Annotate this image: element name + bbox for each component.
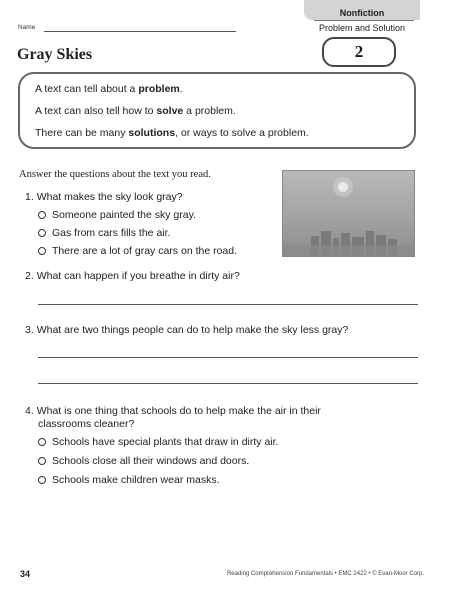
concept-keyword: solutions — [128, 127, 176, 139]
footer-credit: Reading Comprehension Fundamentals • EMC 2422 • © Evan-Moor Corp. — [226, 571, 424, 577]
option-text: Gas from cars fills the air. — [52, 227, 171, 239]
option-text: There are a lot of gray cars on the road. — [52, 245, 238, 257]
option-text: Someone painted the sky gray. — [52, 209, 196, 221]
option-4c[interactable] — [38, 474, 219, 486]
concept-line-3 — [35, 127, 309, 139]
unit-number-badge: 2 — [322, 37, 396, 67]
radio-circle-icon[interactable] — [38, 211, 46, 219]
radio-circle-icon[interactable] — [38, 476, 46, 484]
category-label: Nonfiction — [339, 8, 385, 18]
concept-keyword: problem — [138, 83, 180, 95]
concept-text: A text can also tell how to — [35, 105, 157, 117]
radio-circle-icon[interactable] — [38, 247, 46, 255]
question-number: 3. — [25, 324, 34, 336]
answer-line-2[interactable] — [38, 304, 418, 305]
concept-text: a problem. — [183, 105, 236, 117]
radio-circle-icon[interactable] — [38, 438, 46, 446]
question-number: 2. — [25, 270, 34, 282]
concept-text: . — [179, 83, 183, 95]
page-title: Gray Skies — [17, 46, 93, 63]
concept-line-1 — [35, 83, 183, 95]
concept-text: , or ways to solve a problem. — [175, 127, 309, 139]
option-1c[interactable] — [38, 245, 237, 257]
category-tab-divider — [314, 20, 414, 21]
concept-keyword: solve — [156, 105, 184, 117]
skill-label: Problem and Solution — [318, 23, 406, 33]
smoggy-city-skyline-photo — [282, 170, 415, 257]
answer-line-3b[interactable] — [38, 383, 418, 384]
option-1a[interactable] — [38, 209, 196, 221]
instructions: Answer the questions about the text you read. — [19, 169, 211, 180]
name-write-line[interactable] — [44, 31, 236, 32]
concept-text: A text can tell about a — [35, 83, 139, 95]
question-text: What makes the sky look gray? — [36, 191, 183, 203]
option-text: Schools make children wear masks. — [52, 474, 220, 486]
question-3 — [25, 324, 348, 336]
concept-text: There can be many — [35, 127, 129, 139]
answer-line-3a[interactable] — [38, 357, 418, 358]
question-number: 4. — [25, 405, 34, 417]
question-text: What is one thing that schools do to help make the air in their — [36, 405, 321, 417]
question-4-continued: classrooms cleaner? — [38, 418, 135, 430]
option-4a[interactable] — [38, 436, 278, 448]
radio-circle-icon[interactable] — [38, 457, 46, 465]
question-2 — [25, 270, 240, 282]
radio-circle-icon[interactable] — [38, 229, 46, 237]
option-1b[interactable] — [38, 227, 170, 239]
concept-line-2 — [35, 105, 236, 117]
question-1 — [25, 191, 183, 203]
option-4b[interactable] — [38, 455, 249, 467]
name-label: Name — [18, 24, 36, 31]
option-text: Schools have special plants that draw in dirty air. — [52, 436, 279, 448]
question-number: 1. — [25, 191, 34, 203]
question-text: What are two things people can do to help make the sky less gray? — [36, 324, 349, 336]
question-4 — [25, 405, 321, 417]
page-number: 34 — [20, 569, 31, 579]
question-text: What can happen if you breathe in dirty air? — [36, 270, 240, 282]
option-text: Schools close all their windows and doors. — [52, 455, 250, 467]
